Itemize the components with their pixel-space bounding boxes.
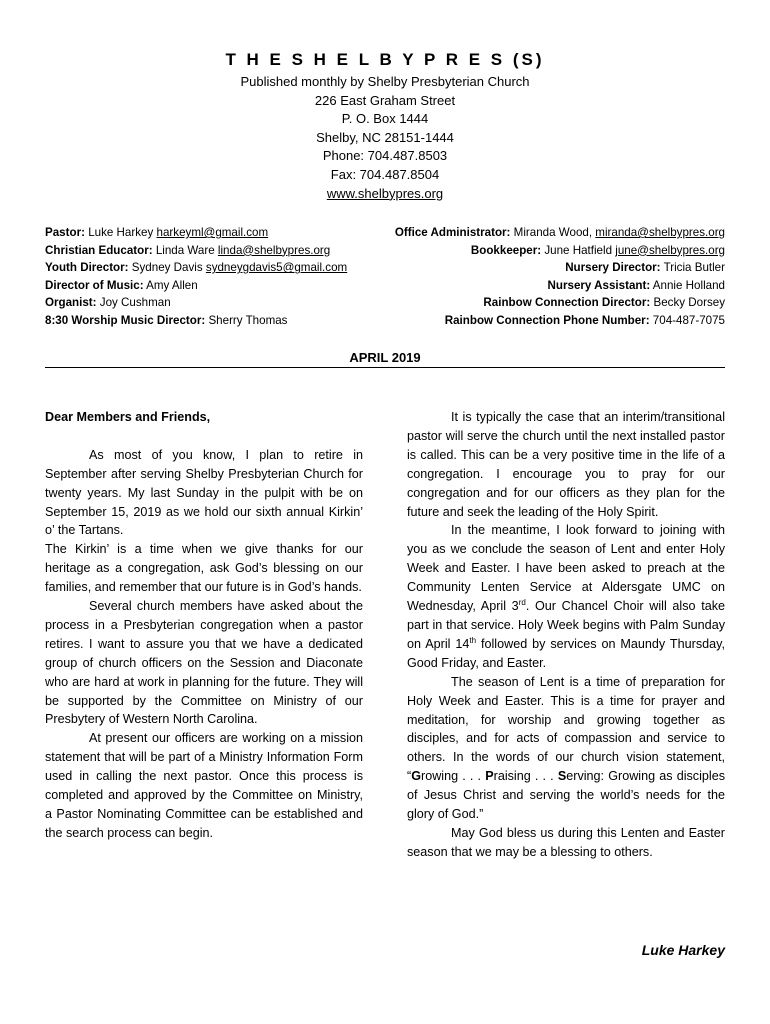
- staff-name: June Hatfield: [544, 243, 613, 257]
- staff-row: [345, 294, 725, 312]
- staff-name: Joy Cushman: [99, 296, 171, 310]
- staff-role: Pastor:: [45, 226, 85, 239]
- staff-row: [345, 277, 725, 295]
- text-run: In the meantime, I look forward to joining with you as we conclude the season of Lent and enter Holy Week and Easter. I have been asked to preach at the Community Lenten Service at Aldersgate UMC on Wednesday, April 3: [407, 523, 725, 614]
- text-run: erving: Growing as disciples of Jesus Christ and serving the world’s needs for the glory of God.”: [407, 769, 726, 822]
- issue-date: APRIL 2019: [349, 350, 421, 365]
- staff-name: Luke Harkey: [88, 226, 154, 239]
- text-run: . Our Chancel Choir will also take part in that service. Holy Week begins with Palm Sunday on April 14: [407, 599, 726, 651]
- text-run: followed by services on Maundy Thursday, Good Friday, and Easter.: [407, 636, 725, 670]
- staff-role: Nursery Assistant:: [547, 278, 651, 292]
- horizontal-divider: [45, 367, 725, 368]
- paragraph: Several church members have asked about the process in a Presbyterian congregation when a pastor retires. I want to assure you that we have a dedicated group of church officers on the Session and Diaconate who are hard at work in planning for the future. They will be supported by the Committee on Ministry of our Presbytery of Western North Carolina.: [45, 599, 363, 727]
- staff-role: Christian Educator:: [45, 243, 153, 257]
- staff-name: Becky Dorsey: [653, 296, 725, 310]
- staff-role: Office Administrator:: [394, 226, 511, 239]
- staff-email-link[interactable]: linda@shelbypres.org: [217, 243, 331, 257]
- publication-info: [0, 73, 770, 203]
- staff-name: Sherry Thomas: [208, 313, 288, 327]
- staff-email-link[interactable]: miranda@shelbypres.org: [595, 226, 725, 239]
- staff-email-link[interactable]: harkeyml@gmail.com: [156, 226, 269, 239]
- text-run: raising . . .: [493, 769, 558, 784]
- website-link[interactable]: www.shelbypres.org: [326, 185, 444, 201]
- staff-row: [345, 242, 725, 260]
- bold-letter: G: [411, 769, 421, 784]
- staff-role: Bookkeeper:: [470, 243, 542, 257]
- paragraph: It is typically the case that an interim/transitional pastor will serve the church until the next installed pastor is called. This can be a very positive time in the life of a congregation. I encourage you to pray for our congregation and for our officers as they plan for the future and seek the leading of the Holy Spirit.: [407, 410, 725, 519]
- staff-email-link[interactable]: sydneygdavis5@gmail.com: [205, 261, 348, 275]
- staff-row: [345, 259, 725, 277]
- text-run: rowing . . .: [421, 769, 486, 784]
- signature: Luke Harkey: [641, 942, 725, 958]
- letter-column-right: [407, 408, 725, 862]
- staff-role: Youth Director:: [45, 261, 129, 275]
- staff-email-link[interactable]: june@shelbypres.org: [615, 243, 725, 257]
- phone-number: Phone: 704.487.8503: [322, 148, 448, 164]
- po-box: P. O. Box 1444: [341, 111, 429, 127]
- paragraph: [407, 673, 725, 824]
- staff-name: Linda Ware: [155, 243, 215, 257]
- text-run: The season of Lent is a time of preparation for Holy Week and Easter. This is a time for prayer and meditation, for worship and growing together as disciples, and for acts of compassion and service to others. In the words of our church vision statement, “: [407, 674, 725, 784]
- publisher-line: Published monthly by Shelby Presbyterian Church: [240, 74, 530, 89]
- fax-number: Fax: 704.487.8504: [330, 166, 440, 182]
- street-address: 226 East Graham Street: [314, 92, 456, 108]
- paragraph: [407, 521, 725, 672]
- newsletter-title: T H E S H E L B Y P R E S (S): [225, 50, 545, 69]
- staff-name: Miranda Wood,: [513, 226, 593, 239]
- staff-name: Tricia Butler: [663, 261, 725, 275]
- salutation: Dear Members and Friends,: [45, 410, 211, 424]
- staff-name: Amy Allen: [146, 278, 198, 292]
- staff-role: Rainbow Connection Director:: [483, 296, 651, 310]
- staff-name: 704-487-7075: [652, 313, 725, 327]
- staff-row: [345, 312, 725, 330]
- bold-letter: S: [557, 769, 567, 784]
- staff-column-right: [345, 224, 725, 330]
- city-state-zip: Shelby, NC 28151-1444: [316, 129, 454, 145]
- bold-letter: P: [485, 769, 494, 784]
- staff-name: Sydney Davis: [131, 261, 203, 275]
- staff-row: [345, 224, 725, 242]
- letter-column-left: [45, 408, 363, 843]
- staff-role: Nursery Director:: [565, 261, 661, 275]
- staff-name: Annie Holland: [652, 278, 725, 292]
- staff-role: Organist:: [45, 296, 97, 310]
- staff-role: Rainbow Connection Phone Number:: [444, 313, 650, 327]
- staff-role: Director of Music:: [45, 278, 144, 292]
- paragraph: As most of you know, I plan to retire in September after serving Shelby Presbyterian Church for twenty years. My last Sunday in the pulpit with be on September 15, 2019 as we hold our sixth annual Kirkin’ o’ the Tartans.: [45, 447, 363, 538]
- superscript: th: [469, 635, 477, 645]
- paragraph: The Kirkin’ is a time when we give thanks for our heritage as a congregation, ask God’s blessing on our families, and remember that our future is in God’s hands.: [45, 542, 363, 595]
- staff-role: 8:30 Worship Music Director:: [45, 313, 206, 327]
- superscript: rd: [518, 597, 526, 607]
- paragraph: At present our officers are working on a mission statement that will be part of a Ministry Information Form used in calling the next pastor. Once this process is completed and approved by the Committee on Ministry, a Pastor Nominating Committee can be established and the search process can begin.: [45, 731, 363, 840]
- paragraph: May God bless us during this Lenten and Easter season that we may be a blessing to others.: [407, 825, 725, 859]
